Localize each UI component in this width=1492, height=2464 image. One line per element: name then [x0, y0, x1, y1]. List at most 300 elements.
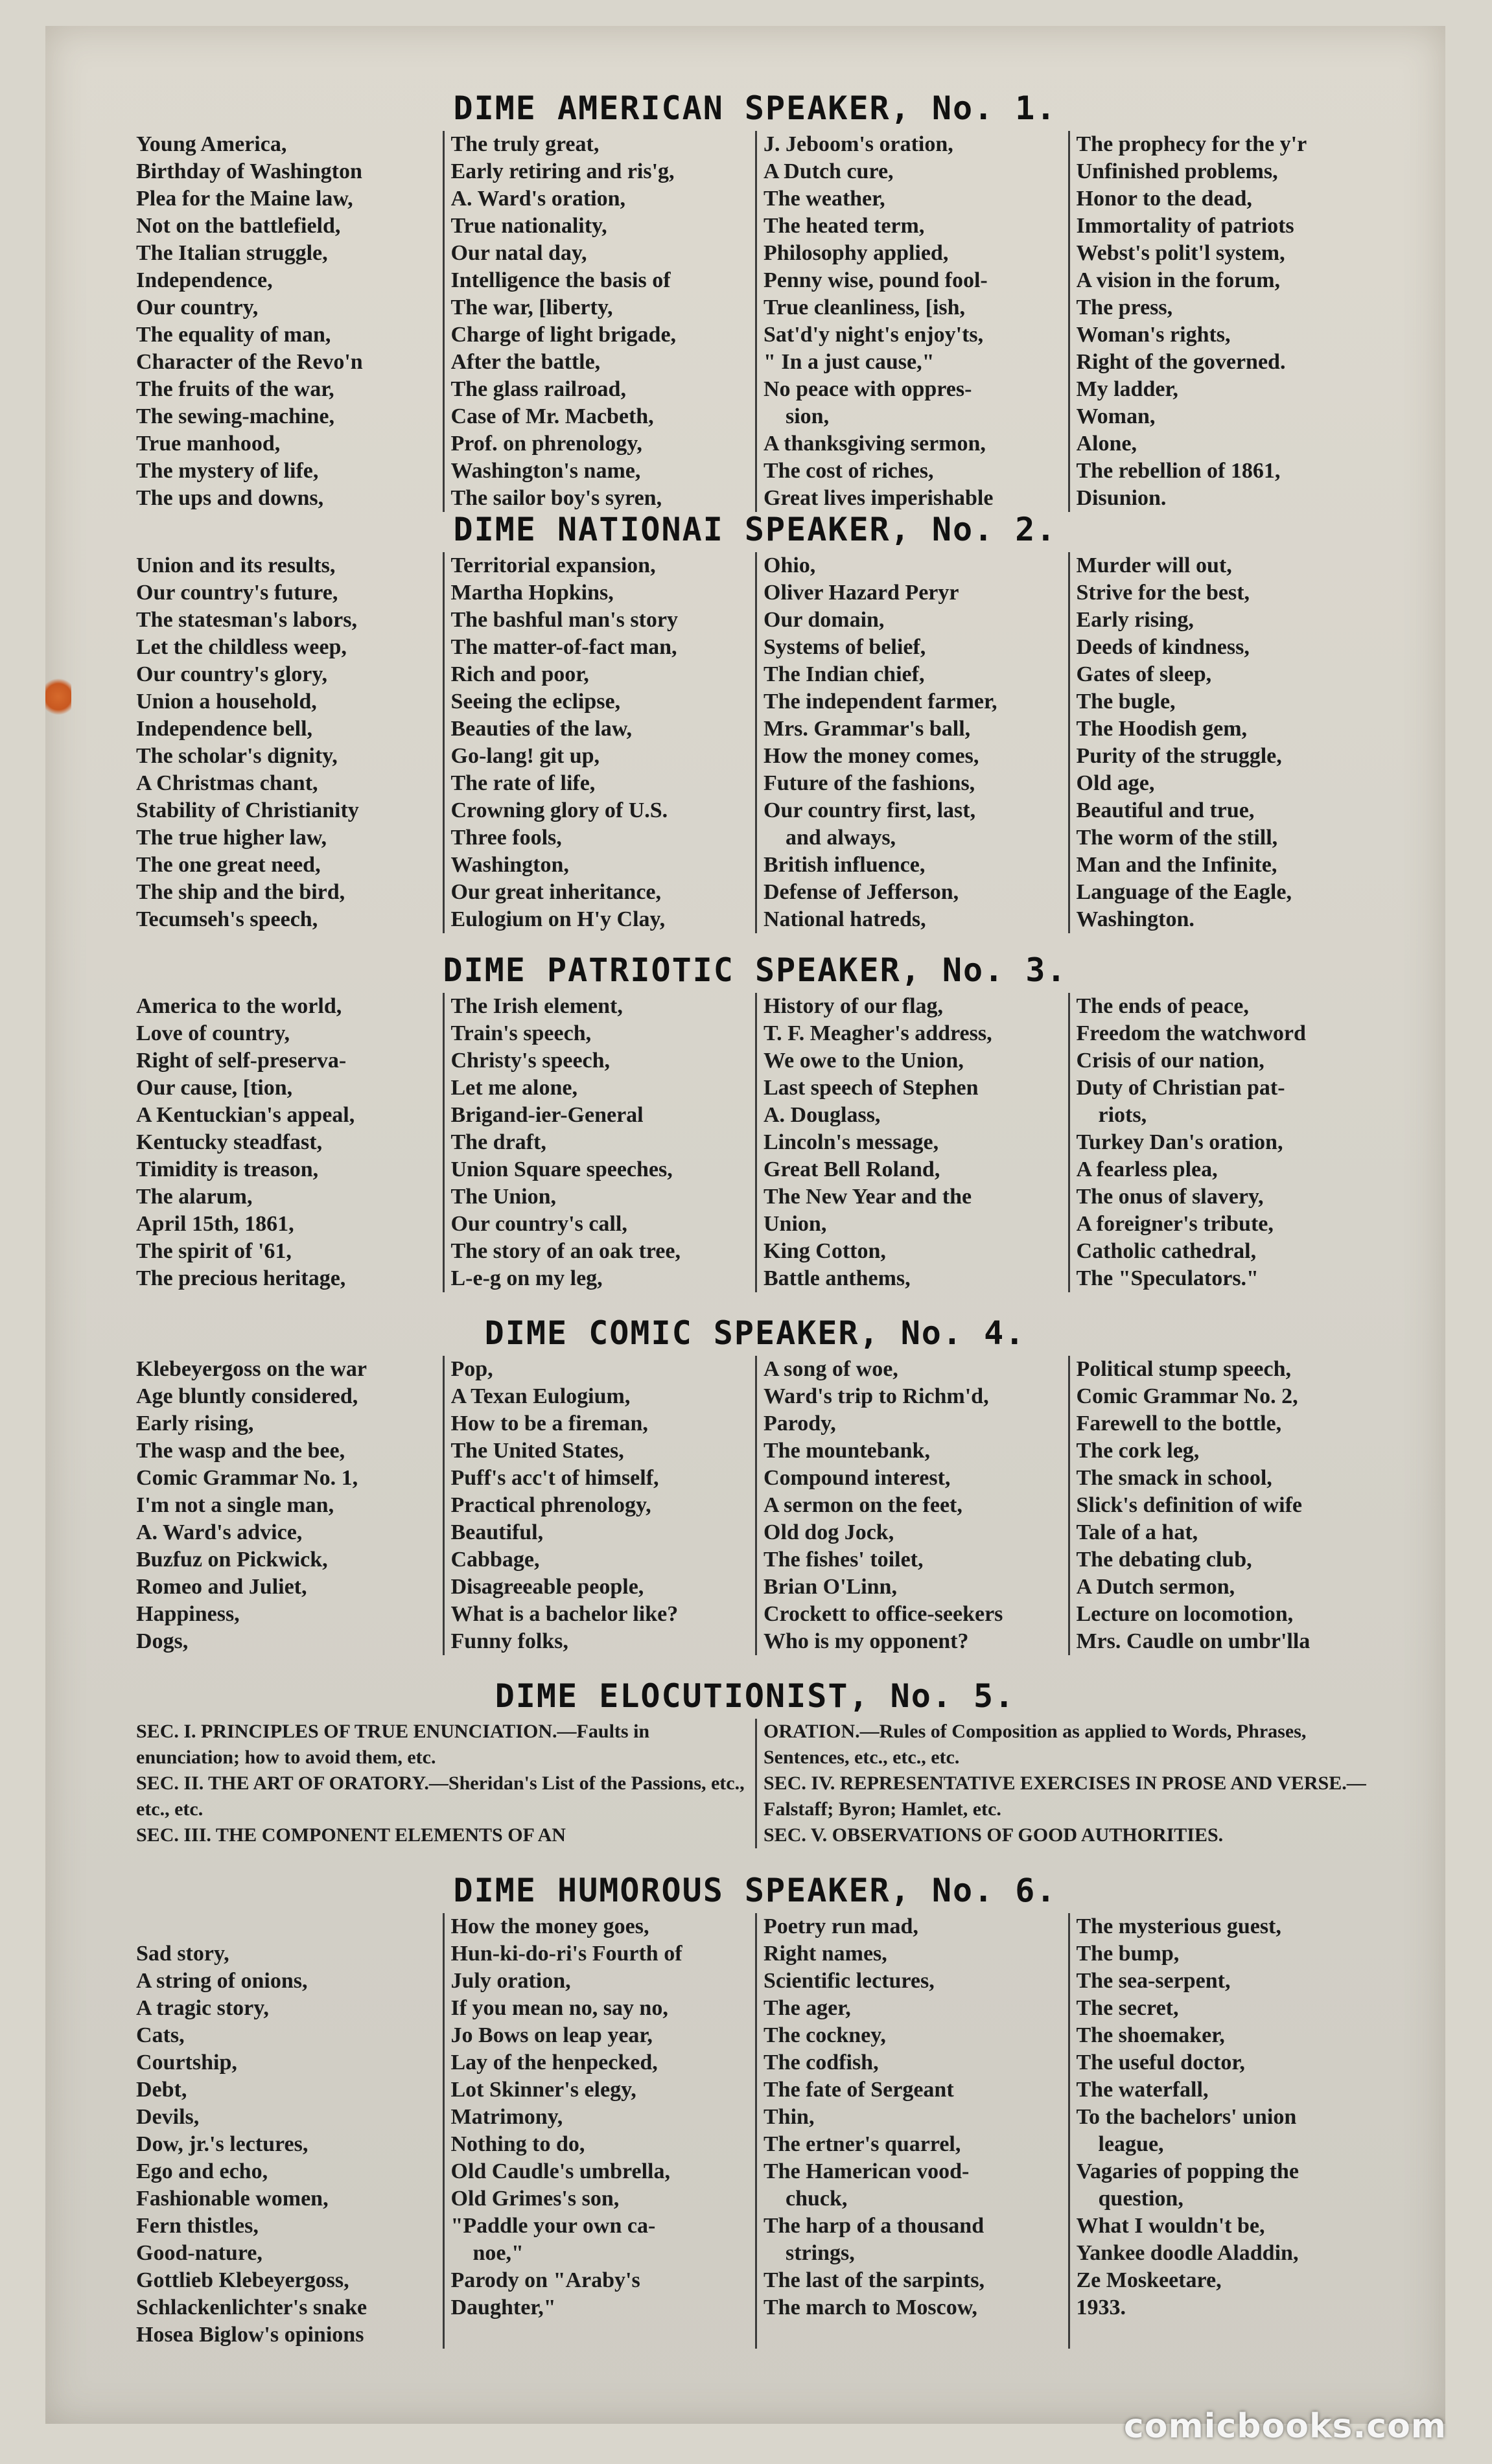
list-item: Compound interest, [763, 1466, 951, 1490]
list-item: History of our flag, [763, 994, 944, 1018]
list-item: The harp of a thousand [763, 2214, 985, 2238]
list-item: The fishes' toilet, [763, 1548, 924, 1572]
column [443, 552, 756, 933]
list-item: To the bachelors' union [1076, 2105, 1297, 2129]
list-item: April 15th, 1861, [136, 1212, 294, 1236]
list-item: Rich and poor, [450, 662, 589, 686]
list-item: Prof. on phrenology, [450, 432, 642, 456]
list-item: Three fools, [450, 826, 562, 850]
list-item: Washington's name, [450, 459, 641, 483]
list-item [136, 1913, 439, 1940]
list-item: Sad story, [136, 1942, 229, 1966]
page-edge-stain [45, 674, 71, 719]
list-item: Martha Hopkins, [450, 581, 614, 605]
list-item: Character of the Revo'n [136, 350, 363, 374]
list-item: Gottlieb Klebeyergoss, [136, 2268, 349, 2292]
list-item: The last of the sarpints, [763, 2268, 985, 2292]
list-item: Poetry run mad, [763, 1914, 918, 1938]
list-item: SEC. V. OBSERVATIONS OF GOOD AUTHORITIES. [763, 1824, 1224, 1846]
list-item: The Hoodish gem, [1076, 717, 1248, 741]
list-item: National hatreds, [763, 907, 926, 931]
list-item: The spirit of '61, [136, 1239, 292, 1263]
list-item: The one great need, [136, 853, 321, 877]
column [755, 1719, 1381, 1848]
list-item: Our domain, [763, 608, 885, 632]
list-item: Funny folks, [450, 1629, 568, 1653]
list-item: Brian O'Linn, [763, 1575, 897, 1599]
list-item: King Cotton, [763, 1239, 886, 1263]
list-item: The weather, [763, 187, 885, 211]
list-item: Alone, [1076, 432, 1137, 456]
list-item: Early retiring and ris'g, [450, 159, 675, 183]
column [443, 993, 756, 1292]
list-item: July oration, [450, 1969, 571, 1993]
list-item: Puff's acc't of himself, [450, 1466, 659, 1490]
column [755, 993, 1068, 1292]
section-heading: DIME PATRIOTIC SPEAKER, No. 3. [443, 951, 1067, 989]
list-item: Birthday of Washington [136, 159, 362, 183]
list-item: The Union, [450, 1185, 556, 1209]
list-item: Case of Mr. Macbeth, [450, 404, 654, 428]
list-item: The scholar's dignity, [136, 744, 338, 768]
list-item: Systems of belief, [763, 635, 926, 659]
list-item: The ends of peace, [1076, 994, 1249, 1018]
list-item: Union and its results, [136, 553, 336, 577]
list-item: Slick's definition of wife [1076, 1493, 1303, 1517]
list-item: A Christmas chant, [136, 771, 318, 795]
list-item: A Texan Eulogium, [450, 1384, 631, 1408]
list-item: Klebeyergoss on the war [136, 1357, 367, 1381]
list-item: Farewell to the bottle, [1076, 1412, 1282, 1435]
list-item: The matter-of-fact man, [450, 635, 677, 659]
list-item: The prophecy for the y'r [1076, 132, 1307, 156]
list-item: The ertner's quarrel, [763, 2132, 961, 2156]
list-item: " In a just cause," [763, 350, 935, 374]
list-item: Love of country, [136, 1021, 290, 1045]
list-item: Penny wise, pound fool- [763, 268, 988, 292]
list-item: The ship and the bird, [136, 880, 345, 904]
list-item: Christy's speech, [450, 1049, 611, 1073]
list-item: If you mean no, say no, [450, 1996, 668, 2020]
list-item: The sailor boy's syren, [450, 486, 662, 510]
list-item: Honor to the dead, [1076, 187, 1252, 211]
list-item: The mysterious guest, [1076, 1914, 1281, 1938]
column [1068, 1356, 1381, 1655]
list-item: Lincoln's message, [763, 1130, 939, 1154]
list-item: Our cause, [tion, [136, 1076, 293, 1100]
list-item: Devils, [136, 2105, 200, 2129]
list-item: Gates of sleep, [1076, 662, 1212, 686]
list-item: Yankee doodle Aladdin, [1076, 2241, 1299, 2265]
list-item: Early rising, [136, 1412, 254, 1435]
list-item: The true higher law, [136, 826, 327, 850]
list-item: The United States, [450, 1439, 624, 1463]
list-item: SEC. I. PRINCIPLES OF TRUE ENUNCIATION.—Faults in enunciation; how to avoid them, etc. [136, 1721, 650, 1768]
list-item: The debating club, [1076, 1548, 1252, 1572]
column [1068, 1913, 1381, 2349]
list-item: Our country's glory, [136, 662, 327, 686]
list-item: Daughter," [450, 2295, 556, 2319]
list-item: How the money comes, [763, 744, 979, 768]
list-item: The rate of life, [450, 771, 596, 795]
list-item: Eulogium on H'y Clay, [450, 907, 666, 931]
list-item: Territorial expansion, [450, 553, 656, 577]
list-item: Good-nature, [136, 2241, 262, 2265]
list-item: The useful doctor, [1076, 2051, 1245, 2075]
list-item: Crockett to office-seekers [763, 1602, 1003, 1626]
list-item: Disagreeable people, [450, 1575, 644, 1599]
section-heading: DIME HUMOROUS SPEAKER, No. 6. [453, 1872, 1057, 1909]
list-item: Old Caudle's umbrella, [450, 2159, 670, 2183]
list-item: Ward's trip to Richm'd, [763, 1384, 989, 1408]
list-item: The alarum, [136, 1185, 253, 1209]
section-patriotic-speaker [130, 947, 1381, 1292]
list-item: The war, [liberty, [450, 296, 613, 320]
list-item: SEC. III. THE COMPONENT ELEMENTS OF AN [136, 1824, 566, 1846]
section-comic-speaker [130, 1310, 1381, 1655]
column [130, 1719, 755, 1848]
list-item: The rebellion of 1861, [1076, 459, 1281, 483]
list-item: Seeing the eclipse, [450, 690, 621, 714]
list-item: The "Speculators." [1076, 1266, 1259, 1290]
list-item: Right of the governed. [1076, 350, 1286, 374]
section-elocutionist [130, 1673, 1381, 1848]
list-item: Nothing to do, [450, 2132, 585, 2156]
list-item: Washington, [450, 853, 569, 877]
list-item: The mountebank, [763, 1439, 930, 1463]
list-item: Schlackenlichter's snake [136, 2295, 367, 2319]
list-item: The Italian struggle, [136, 241, 328, 265]
list-item: Old age, [1076, 771, 1155, 795]
list-item: Future of the fashions, [763, 771, 975, 795]
column [130, 552, 443, 933]
list-item: A thanksgiving sermon, [763, 432, 986, 456]
list-item: Woman's rights, [1076, 323, 1231, 347]
list-item: A string of onions, [136, 1969, 308, 1993]
list-item: Ze Moskeetare, [1076, 2268, 1222, 2292]
list-item: Tecumseh's speech, [136, 907, 318, 931]
list-item: The shoemaker, [1076, 2023, 1225, 2047]
list-item: Oliver Hazard Peryr [763, 581, 959, 605]
list-item: The Indian chief, [763, 662, 925, 686]
list-item: Young America, [136, 132, 287, 156]
list-item: A tragic story, [136, 1996, 269, 2020]
list-item: Kentucky steadfast, [136, 1130, 323, 1154]
list-item: Beauties of the law, [450, 717, 633, 741]
list-item: Debt, [136, 2078, 187, 2102]
list-item: 1933. [1076, 2295, 1126, 2319]
list-item: Stability of Christianity [136, 798, 359, 822]
column [755, 131, 1068, 512]
list-item: Ohio, [763, 553, 816, 577]
list-item: Immortality of patriots [1076, 214, 1294, 238]
list-item: Fern thistles, [136, 2214, 259, 2238]
section-humorous-speaker [130, 1868, 1381, 2349]
list-item: The story of an oak tree, [450, 1239, 681, 1263]
list-item: The precious heritage, [136, 1266, 346, 1290]
list-item: Freedom the watchword [1076, 1021, 1306, 1045]
printed-page [45, 26, 1445, 2424]
list-item: The bashful man's story [450, 608, 678, 632]
list-item: A fearless plea, [1076, 1157, 1218, 1181]
list-item: Hun-ki-do-ri's Fourth of [450, 1942, 682, 1966]
list-item: The bugle, [1076, 690, 1176, 714]
list-item: The wasp and the bee, [136, 1439, 345, 1463]
list-item: Happiness, [136, 1602, 240, 1626]
list-item: A song of woe, [763, 1357, 898, 1381]
list-item: Old Grimes's son, [450, 2187, 620, 2211]
column [130, 993, 443, 1292]
list-item: Buzfuz on Pickwick, [136, 1548, 328, 1572]
list-item: Parody, [763, 1412, 836, 1435]
list-item: Union a household, [136, 690, 317, 714]
list-item: Cats, [136, 2023, 185, 2047]
list-item: The worm of the still, [1076, 826, 1278, 850]
list-item: Battle anthems, [763, 1266, 911, 1290]
column [443, 1356, 756, 1655]
list-item: Crisis of our nation, [1076, 1049, 1265, 1073]
section-american-speaker [130, 86, 1381, 512]
list-item: The secret, [1076, 1996, 1179, 2020]
list-item: Early rising, [1076, 608, 1194, 632]
list-item: Political stump speech, [1076, 1357, 1291, 1381]
column [755, 552, 1068, 933]
section-heading: DIME ELOCUTIONIST, No. 5. [495, 1677, 1016, 1715]
list-item: sion, [786, 404, 830, 428]
section-heading: DIME AMERICAN SPEAKER, No. 1. [453, 89, 1057, 127]
list-item: The march to Moscow, [763, 2295, 977, 2319]
list-item: Thin, [763, 2105, 815, 2129]
list-item: Strive for the best, [1076, 581, 1250, 605]
list-item: British influence, [763, 853, 926, 877]
list-item: Right names, [763, 1942, 887, 1966]
list-item: Plea for the Maine law, [136, 187, 353, 211]
list-item: Language of the Eagle, [1076, 880, 1292, 904]
list-item: Independence, [136, 268, 273, 292]
list-item: Lot Skinner's elegy, [450, 2078, 636, 2102]
list-item: Not on the battlefield, [136, 214, 341, 238]
list-item: The Hamerican vood- [763, 2159, 970, 2183]
list-item: The cost of riches, [763, 459, 934, 483]
list-item: Disunion. [1076, 486, 1167, 510]
list-item: Scientific lectures, [763, 1969, 935, 1993]
list-item: Train's speech, [450, 1021, 592, 1045]
list-item: Matrimony, [450, 2105, 563, 2129]
list-item: Webst's polit'l system, [1076, 241, 1285, 265]
list-item: Comic Grammar No. 1, [136, 1466, 358, 1490]
list-item: Let me alone, [450, 1076, 577, 1100]
list-item: The codfish, [763, 2051, 879, 2075]
list-item: Old dog Jock, [763, 1520, 894, 1544]
list-item: Parody on "Araby's [450, 2268, 640, 2292]
list-item: Our country's future, [136, 581, 338, 605]
list-item: Defense of Jefferson, [763, 880, 959, 904]
list-item: Sat'd'y night's enjoy'ts, [763, 323, 984, 347]
list-item: Mrs. Caudle on umbr'lla [1076, 1629, 1311, 1653]
list-item: Courtship, [136, 2051, 237, 2075]
list-item: Timidity is treason, [136, 1157, 319, 1181]
list-item: Union, [763, 1212, 827, 1236]
list-item: ORATION.—Rules of Composition as applied to Words, Phrases, Sentences, etc., etc., etc. [763, 1721, 1307, 1768]
column [130, 1356, 443, 1655]
list-item: SEC. IV. REPRESENTATIVE EXERCISES IN PROSE AND VERSE.—Falstaff; Byron; Hamlet, etc. [763, 1772, 1366, 1820]
list-item: Our country first, last, [763, 798, 976, 822]
list-item: Cabbage, [450, 1548, 540, 1572]
list-item: The fruits of the war, [136, 377, 334, 401]
list-item: How to be a fireman, [450, 1412, 648, 1435]
list-item: Jo Bows on leap year, [450, 2023, 653, 2047]
column [1068, 131, 1381, 512]
list-item: The draft, [450, 1130, 546, 1154]
list-item: A sermon on the feet, [763, 1493, 962, 1517]
list-item: J. Jeboom's oration, [763, 132, 953, 156]
list-item: Crowning glory of U.S. [450, 798, 668, 822]
list-item: True manhood, [136, 432, 281, 456]
list-item: The Irish element, [450, 994, 623, 1018]
list-item: No peace with oppres- [763, 377, 972, 401]
list-item: Philosophy applied, [763, 241, 949, 265]
list-item: T. F. Meagher's address, [763, 1021, 992, 1045]
watermark: comicbooks.com [1123, 2407, 1447, 2446]
list-item: Ego and echo, [136, 2159, 268, 2183]
list-item: The onus of slavery, [1076, 1185, 1264, 1209]
list-item: Last speech of Stephen [763, 1076, 979, 1100]
list-item: The waterfall, [1076, 2078, 1209, 2102]
section-columns [130, 1719, 1381, 1848]
list-item: Man and the Infinite, [1076, 853, 1277, 877]
list-item: A. Douglass, [763, 1103, 881, 1127]
column [130, 131, 443, 512]
list-item: I'm not a single man, [136, 1493, 334, 1517]
list-item: Dogs, [136, 1629, 189, 1653]
list-item: Turkey Dan's oration, [1076, 1130, 1283, 1154]
list-item: The fate of Sergeant [763, 2078, 954, 2102]
list-item: Lecture on locomotion, [1076, 1602, 1294, 1626]
list-item: Romeo and Juliet, [136, 1575, 307, 1599]
list-item: chuck, [786, 2187, 848, 2211]
list-item: The equality of man, [136, 323, 331, 347]
list-item: My ladder, [1076, 377, 1178, 401]
list-item: Brigand-ier-General [450, 1103, 644, 1127]
list-item: True cleanliness, [ish, [763, 296, 966, 320]
column [1068, 993, 1381, 1292]
list-item: Independence bell, [136, 717, 313, 741]
list-item: The statesman's labors, [136, 608, 357, 632]
column [130, 1913, 443, 2349]
list-item: Intelligence the basis of [450, 268, 671, 292]
list-item: strings, [786, 2241, 855, 2265]
list-item: Dow, jr.'s lectures, [136, 2132, 309, 2156]
list-item: The independent farmer, [763, 690, 997, 714]
list-item: The New Year and the [763, 1185, 972, 1209]
list-item: Hosea Biglow's opinions [136, 2323, 364, 2347]
list-item: The smack in school, [1076, 1466, 1272, 1490]
list-item: Beautiful, [450, 1520, 544, 1544]
column [1068, 552, 1381, 933]
section-national-speaker [130, 507, 1381, 933]
list-item: Murder will out, [1076, 553, 1232, 577]
list-item: Great lives imperishable [763, 486, 994, 510]
list-item: Woman, [1076, 404, 1156, 428]
list-item: Our great inheritance, [450, 880, 662, 904]
list-item: True nationality, [450, 214, 607, 238]
list-item: noe," [472, 2241, 524, 2265]
list-item: Mrs. Grammar's ball, [763, 717, 971, 741]
section-heading: DIME NATIONAI SPEAKER, No. 2. [453, 511, 1057, 548]
section-columns [130, 1913, 1381, 2349]
list-item: L-e-g on my leg, [450, 1266, 603, 1290]
list-item: Our country's call, [450, 1212, 627, 1236]
section-columns [130, 993, 1381, 1292]
list-item: Charge of light brigade, [450, 323, 677, 347]
list-item: A Kentuckian's appeal, [136, 1103, 355, 1127]
list-item: The heated term, [763, 214, 925, 238]
list-item: Go-lang! git up, [450, 744, 600, 768]
list-item: The press, [1076, 296, 1173, 320]
section-columns [130, 131, 1381, 512]
list-item: What I wouldn't be, [1076, 2214, 1265, 2238]
list-item: Purity of the struggle, [1076, 744, 1282, 768]
list-item: A vision in the forum, [1076, 268, 1281, 292]
list-item: league, [1098, 2132, 1164, 2156]
list-item: "Paddle your own ca- [450, 2214, 656, 2238]
list-item: Tale of a hat, [1076, 1520, 1198, 1544]
column [443, 1913, 756, 2349]
list-item: The sea-serpent, [1076, 1969, 1231, 1993]
list-item: A Dutch sermon, [1076, 1575, 1235, 1599]
list-item: Who is my opponent? [763, 1629, 969, 1653]
list-item: Union Square speeches, [450, 1157, 673, 1181]
list-item: Vagaries of popping the [1076, 2159, 1300, 2183]
list-item: The mystery of life, [136, 459, 319, 483]
list-item: The ager, [763, 1996, 851, 2020]
column [755, 1356, 1068, 1655]
list-item: Beautiful and true, [1076, 798, 1255, 822]
list-item: Catholic cathedral, [1076, 1239, 1257, 1263]
list-item: Deeds of kindness, [1076, 635, 1250, 659]
list-item: Lay of the henpecked, [450, 2051, 658, 2075]
list-item: America to the world, [136, 994, 342, 1018]
list-item: Pop, [450, 1357, 493, 1381]
section-columns [130, 552, 1381, 933]
list-item: The bump, [1076, 1942, 1180, 1966]
column [443, 131, 756, 512]
list-item: A foreigner's tribute, [1076, 1212, 1274, 1236]
list-item: Fashionable women, [136, 2187, 329, 2211]
list-item: Age bluntly considered, [136, 1384, 358, 1408]
list-item: The truly great, [450, 132, 600, 156]
section-columns [130, 1356, 1381, 1655]
list-item: Washington. [1076, 907, 1195, 931]
list-item: Unfinished problems, [1076, 159, 1278, 183]
list-item: and always, [786, 826, 896, 850]
list-item: Comic Grammar No. 2, [1076, 1384, 1298, 1408]
list-item: The cockney, [763, 2023, 886, 2047]
list-item: SEC. II. THE ART OF ORATORY.—Sheridan's List of the Passions, etc., etc., etc. [136, 1772, 745, 1820]
list-item: The cork leg, [1076, 1439, 1200, 1463]
list-item: A. Ward's oration, [450, 187, 626, 211]
list-item: riots, [1098, 1103, 1147, 1127]
list-item: The glass railroad, [450, 377, 626, 401]
list-item: Great Bell Roland, [763, 1157, 940, 1181]
list-item: We owe to the Union, [763, 1049, 964, 1073]
list-item: question, [1098, 2187, 1183, 2211]
list-item: A. Ward's advice, [136, 1520, 303, 1544]
list-item: Let the childless weep, [136, 635, 347, 659]
list-item: Right of self-preserva- [136, 1049, 347, 1073]
list-item: Our natal day, [450, 241, 587, 265]
list-item: What is a bachelor like? [450, 1602, 679, 1626]
